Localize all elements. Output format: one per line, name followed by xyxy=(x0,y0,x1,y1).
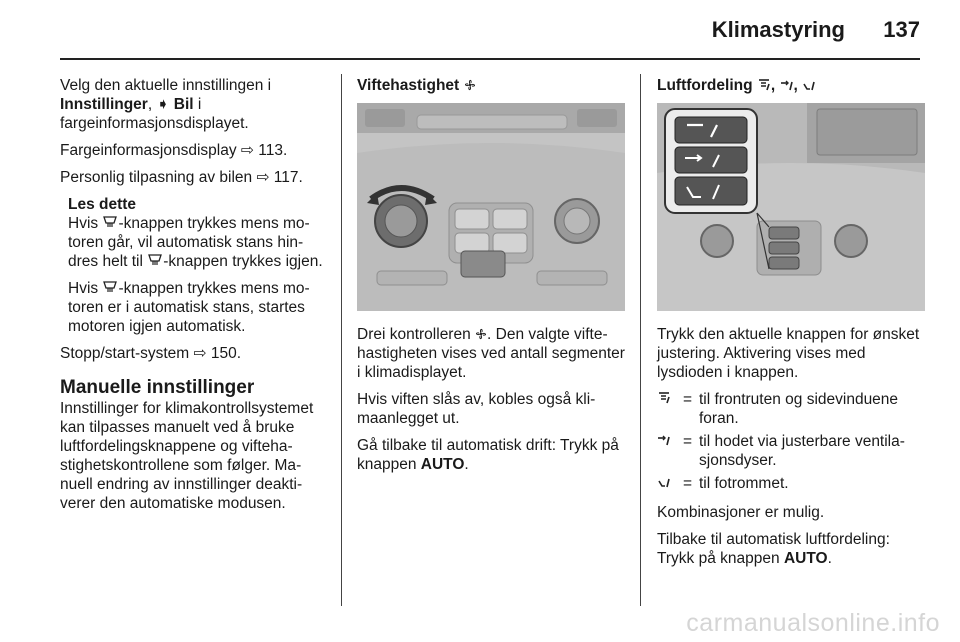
page-number: 137 xyxy=(883,17,920,42)
page-title: Klimastyring xyxy=(711,17,845,42)
crossref-link-113[interactable]: 113. xyxy=(258,142,288,159)
arrow-right-outline-icon: ⇨ xyxy=(256,169,270,186)
eco-auto-stop-icon xyxy=(102,215,118,229)
air-distribution-definitions xyxy=(657,390,925,493)
combinations-note: Kombinasjoner er mulig. xyxy=(657,504,825,521)
note-paragraph-1: Hvis -knappen trykkes mens motoren går, vil automatisk stans hindres helt til -knappen trykkes igjen. xyxy=(68,215,323,270)
section-heading: Manuelle innstillinger xyxy=(60,377,255,398)
auto-button-label: AUTO xyxy=(420,456,465,473)
air-windscreen-icon xyxy=(757,78,771,91)
air-windscreen-icon xyxy=(657,391,671,404)
crossref-display: Fargeinformasjonsdisplay ⇨ 113. xyxy=(60,142,288,159)
air-feet-icon xyxy=(657,475,671,488)
fan-control-illustration xyxy=(357,103,625,311)
column-divider-2 xyxy=(640,74,641,606)
note-box xyxy=(60,195,328,336)
fan-icon xyxy=(464,79,476,91)
eco-auto-stop-icon xyxy=(102,280,118,294)
arrow-right-outline-icon: ⇨ xyxy=(240,142,254,159)
fan-auto-return: Gå tilbake til automatisk drift: Trykk på knappen AUTO. xyxy=(357,437,619,473)
auto-button-label: AUTO xyxy=(783,550,828,567)
fan-off-note: Hvis viften slås av, kobles også klimaanlegget ut. xyxy=(357,391,596,427)
crossref-link-117[interactable]: 117. xyxy=(273,169,303,186)
air-distribution-illustration xyxy=(657,103,925,311)
fan-instruction: Drei kontrolleren . Den valgte viftehastigheten vises ved antall segmenter i klimadisplayet. xyxy=(357,326,625,381)
air-distribution-heading: Luftfordeling , , xyxy=(657,76,925,95)
air-head-icon xyxy=(657,433,671,446)
eco-auto-stop-icon xyxy=(147,253,163,267)
section-body: Innstillinger for klimakontrollsystemet kan tilpasses manuelt ved å bruke luftfordelingsknappene og viftehastighetskontrollene som følger. Manuell endring av innstillinger deaktiverer den automatiske modusen. xyxy=(60,400,314,512)
paragraph-settings: Velg den aktuelle innstillingen i Innstillinger, ➧ Bil i fargeinformasjonsdisplayet. xyxy=(60,77,272,132)
fan-icon xyxy=(475,328,487,340)
header-rule xyxy=(60,58,920,60)
column-1 xyxy=(60,76,328,521)
air-head-icon xyxy=(780,78,794,91)
menu-arrow-icon: ➧ xyxy=(156,96,170,113)
crossref-stopstart: Stopp/start-system ⇨ 150. xyxy=(60,345,242,362)
column-2 xyxy=(357,76,625,482)
column-divider-1 xyxy=(341,74,342,606)
air-feet-icon xyxy=(802,78,816,91)
watermark: carmanualsonline.info xyxy=(686,609,940,637)
crossref-link-150[interactable]: 150. xyxy=(210,345,242,362)
vehicle-menu-label: Bil xyxy=(173,96,194,113)
definition-windscreen: = til frontruten og sidevinduene foran. xyxy=(657,390,925,428)
air-distribution-intro: Trykk den aktuelle knappen for ønsket justering. Aktivering vises med lysdioden i knappen. xyxy=(657,326,920,381)
page-header xyxy=(60,0,920,62)
fan-speed-heading: Viftehastighet xyxy=(357,76,625,95)
definition-feet: = til fotrommet. xyxy=(657,474,925,493)
column-3 xyxy=(657,76,925,576)
arrow-right-outline-icon: ⇨ xyxy=(193,345,207,362)
settings-menu-label: Innstillinger xyxy=(60,96,148,113)
air-auto-return: Tilbake til automatisk luftfordeling: Trykk på knappen AUTO. xyxy=(657,531,890,567)
note-paragraph-2: Hvis -knappen trykkes mens motoren er i automatisk stans, startes motoren igjen automatisk. xyxy=(68,280,310,335)
crossref-personalisation: Personlig tilpasning av bilen ⇨ 117. xyxy=(60,169,303,186)
note-heading: Les dette xyxy=(68,196,137,213)
definition-head: = til hodet via justerbare ventilasjonsdyser. xyxy=(657,432,925,470)
